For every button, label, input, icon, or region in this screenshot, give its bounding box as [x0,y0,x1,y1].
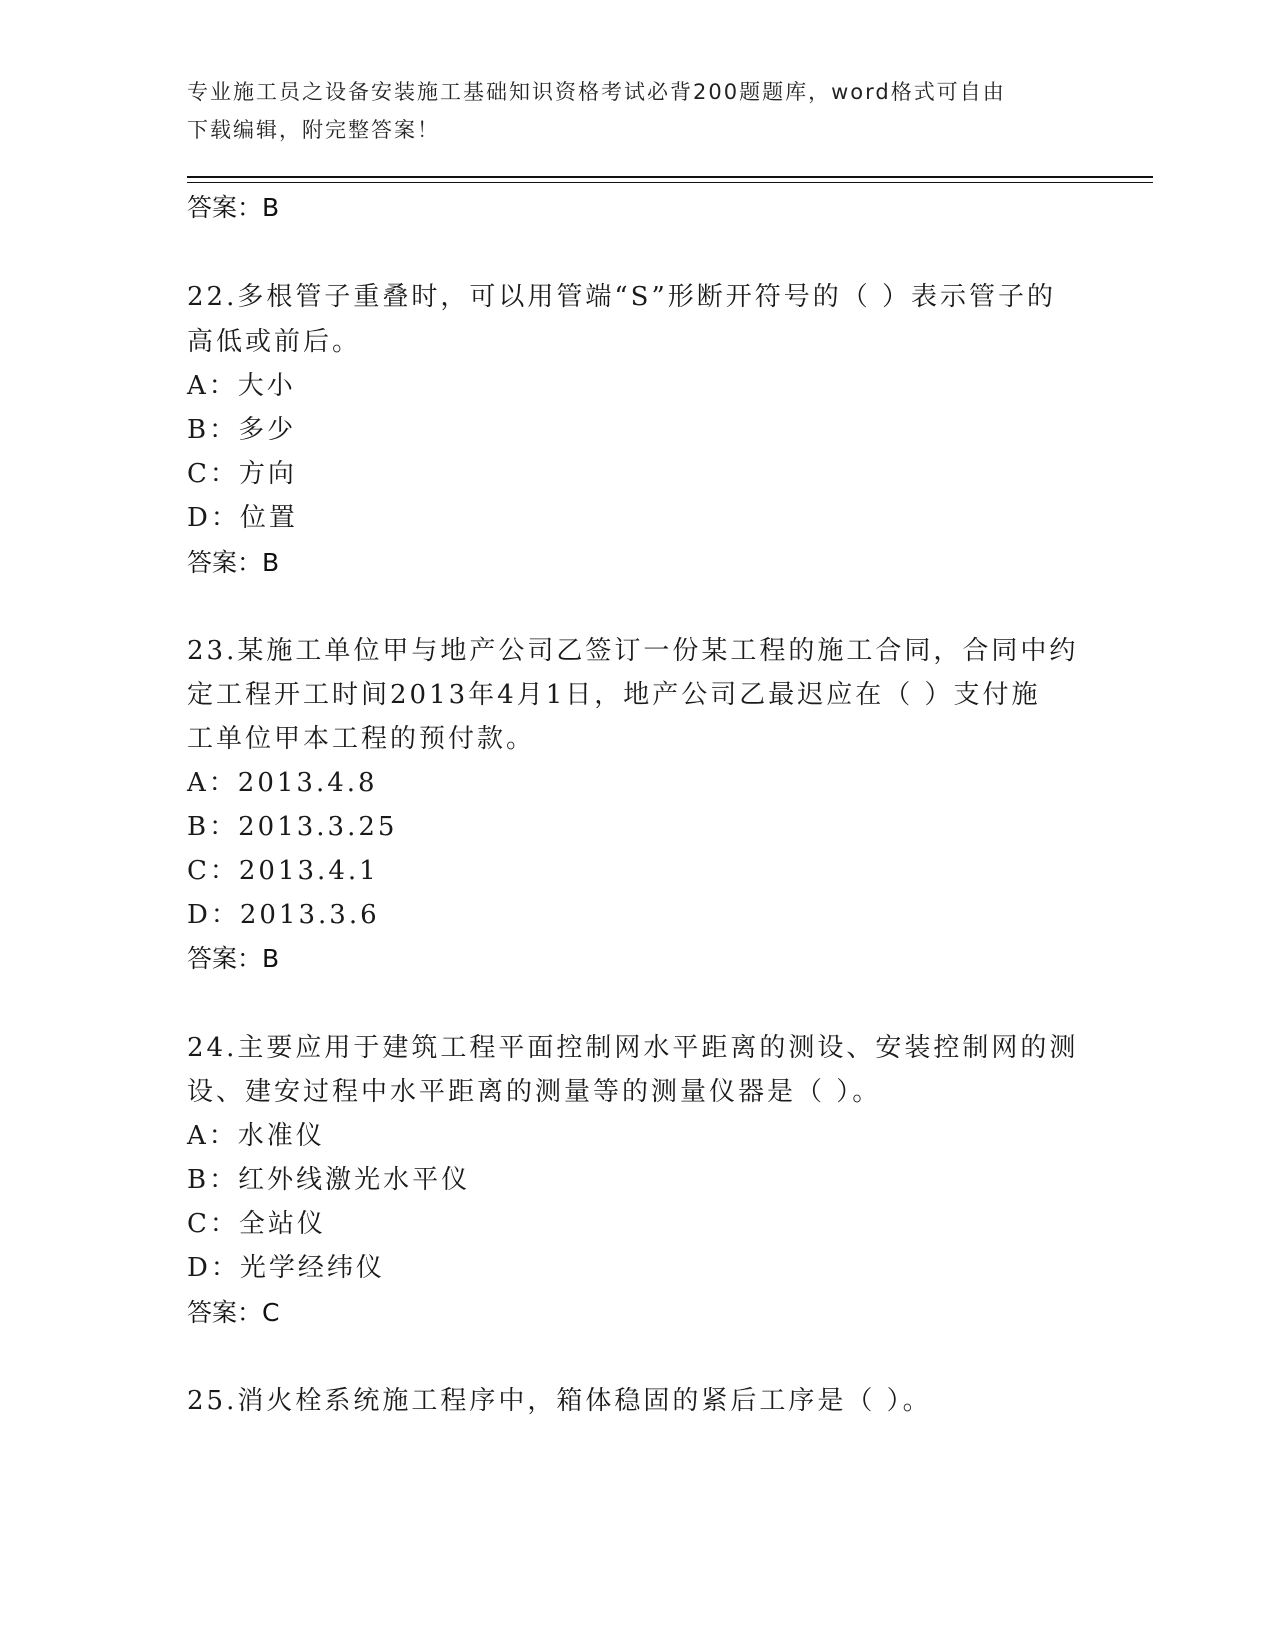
answer-24: 答案：C [187,1298,280,1327]
question-24-option-b: B：红外线激光水平仪 [187,1165,471,1195]
question-24-line-2: 设、建安过程中水平距离的测量等的测量仪器是（ ）。 [187,1077,882,1107]
header-line-2: 下载编辑，附完整答案！ [187,118,440,142]
header-rule-thin [187,182,1153,183]
question-22-option-c: C：方向 [187,459,297,489]
question-22-option-b: B：多少 [187,415,297,445]
question-22-option-a: A：大小 [187,371,296,401]
question-23-line-1: 23.某施工单位甲与地产公司乙签订一份某工程的施工合同，合同中约 [187,636,1079,666]
answer-21: 答案：B [187,193,280,222]
question-25-line-1: 25.消火栓系统施工程序中，箱体稳固的紧后工序是（ ）。 [187,1386,932,1416]
question-23-option-d: D：2013.3.6 [187,900,380,930]
question-23-option-b: B：2013.3.25 [187,812,398,842]
question-22-line-2: 高低或前后。 [187,327,362,357]
question-24-option-c: C：全站仪 [187,1209,326,1239]
answer-23: 答案：B [187,944,280,973]
question-23-line-3: 工单位甲本工程的预付款。 [187,724,536,754]
question-24-option-a: A：水准仪 [187,1121,325,1151]
question-24-line-1: 24.主要应用于建筑工程平面控制网水平距离的测设、安装控制网的测 [187,1033,1079,1063]
question-22-option-d: D：位置 [187,503,298,533]
question-23-option-a: A：2013.4.8 [187,768,378,798]
header-line-1: 专业施工员之设备安装施工基础知识资格考试必背200题题库，word格式可自由 [187,80,1006,104]
question-22-line-1: 22.多根管子重叠时，可以用管端“S”形断开符号的（ ）表示管子的 [187,282,1057,312]
question-23-line-2: 定工程开工时间2013年4月1日，地产公司乙最迟应在（ ）支付施 [187,680,1041,710]
answer-22: 答案：B [187,548,280,577]
question-23-option-c: C：2013.4.1 [187,856,379,886]
document-header [187,73,1067,149]
question-24-option-d: D：光学经纬仪 [187,1253,385,1283]
header-rule-thick [187,176,1153,178]
